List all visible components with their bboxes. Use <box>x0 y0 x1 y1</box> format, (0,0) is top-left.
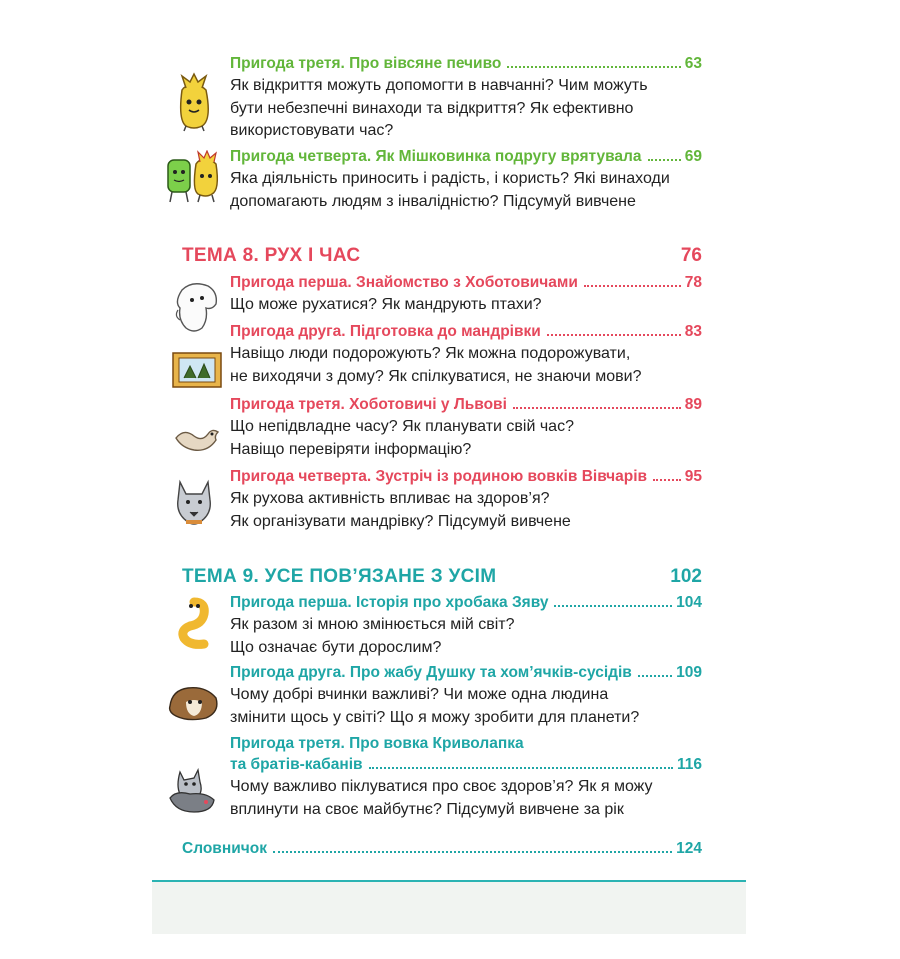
wolf-icon <box>172 478 216 531</box>
entry-line: Навіщо люди подорожують? Як можна подорожувати, <box>230 345 631 362</box>
hamster-icon <box>166 682 220 727</box>
toc-entry[interactable] <box>230 735 702 821</box>
theme-heading[interactable] <box>182 245 702 267</box>
wolf-boar-icon <box>166 768 218 819</box>
entry-title: Пригода третя. Про вівсяне печиво <box>230 55 502 72</box>
entry-line: не виходячи з дому? Як спілкуватися, не знаючи мови? <box>230 367 642 385</box>
entry-title: та братів-кабанів <box>230 756 363 773</box>
page-number: 83 <box>684 323 702 340</box>
ghost-elephant-icon <box>172 280 222 339</box>
entry-line: Що означає бути дорослим? <box>230 638 442 656</box>
page-number: 124 <box>676 840 702 857</box>
entry-title: Пригода перша. Історія про хробака Зяву <box>230 594 549 611</box>
entry-title: Пригода друга. Про жабу Душку та хом’ячків-сусідів <box>230 664 632 681</box>
toc-entry[interactable] <box>230 594 702 659</box>
toc-entry[interactable] <box>230 396 702 461</box>
page-number: 69 <box>684 148 702 165</box>
entry-line: змінити щось у світі? Що я можу зробити для планети? <box>230 708 640 726</box>
toc-entry[interactable] <box>230 323 702 388</box>
page-number: 89 <box>684 396 702 413</box>
toc-entry[interactable] <box>230 274 702 317</box>
framed-picture-icon <box>172 352 222 393</box>
toc-entry[interactable] <box>230 468 702 533</box>
entry-line: Яка діяльність приносить і радість, і користь? Які винаходи <box>230 170 670 187</box>
footer-band <box>152 882 746 934</box>
toc-entry[interactable] <box>230 664 702 729</box>
page-number: 104 <box>676 594 702 611</box>
toc-entry[interactable] <box>230 55 702 143</box>
entry-line: Чому добрі вчинки важливі? Чи може одна людина <box>230 686 609 703</box>
entry-line: Навіщо перевіряти інформацію? <box>230 440 472 458</box>
entry-line: бути небезпечні винаходи та відкриття? Як ефективно <box>230 99 634 117</box>
page-number: 109 <box>676 664 702 681</box>
entry-title: Пригода перша. Знайомство з Хоботовичами <box>230 274 578 291</box>
theme-title: ТЕМА 9. УСЕ ПОВ’ЯЗАНЕ З УСІМ <box>182 566 497 587</box>
page-number: 95 <box>684 468 702 485</box>
entry-line: використовувати час? <box>230 122 394 139</box>
sack-character-icon <box>172 70 216 137</box>
entry-title: Пригода третя. Про вовка Криволапка <box>230 735 524 752</box>
page-number: 78 <box>684 274 702 291</box>
page-number: 63 <box>684 55 702 72</box>
entry-line: Що непідвладне часу? Як планувати свій час? <box>230 418 574 435</box>
entry-line: Як відкриття можуть допомогти в навчанні? Чим можуть <box>230 77 648 94</box>
entry-title: Пригода третя. Хоботовичі у Львові <box>230 396 507 413</box>
page-number: 116 <box>676 756 702 773</box>
theme-heading[interactable] <box>182 566 702 588</box>
entry-line: допомагають людям з інвалідністю? Підсумуй вивчене <box>230 192 636 210</box>
entry-title: Пригода четверта. Зустріч із родиною вовків Вівчарів <box>230 468 648 485</box>
entry-title: Пригода друга. Підготовка до мандрівки <box>230 323 541 340</box>
entry-line: Що може рухатися? Як мандрують птахи? <box>230 296 542 313</box>
toc-entry[interactable] <box>230 148 702 213</box>
glossary-title: Словничок <box>182 840 267 857</box>
entry-title: Пригода четверта. Як Мішковинка подругу врятувала <box>230 148 642 165</box>
bird-icon <box>174 424 220 461</box>
entry-line: Чому важливо піклуватися про своє здоров’я? Як я можу <box>230 778 653 795</box>
entry-line: Як організувати мандрівку? Підсумуй вивчене <box>230 512 571 530</box>
entry-line: Як разом зі мною змінюється мій світ? <box>230 616 515 633</box>
theme-page: 102 <box>670 566 702 587</box>
entry-line: Як рухова активність впливає на здоров’я? <box>230 490 550 507</box>
theme-page: 76 <box>680 245 702 266</box>
worm-icon <box>174 596 214 655</box>
two-sacks-icon <box>162 150 224 209</box>
toc-entry[interactable] <box>182 840 702 858</box>
entry-line: вплинути на своє майбутнє? Підсумуй вивчене за рік <box>230 800 624 818</box>
theme-title: ТЕМА 8. РУХ І ЧАС <box>182 245 361 266</box>
